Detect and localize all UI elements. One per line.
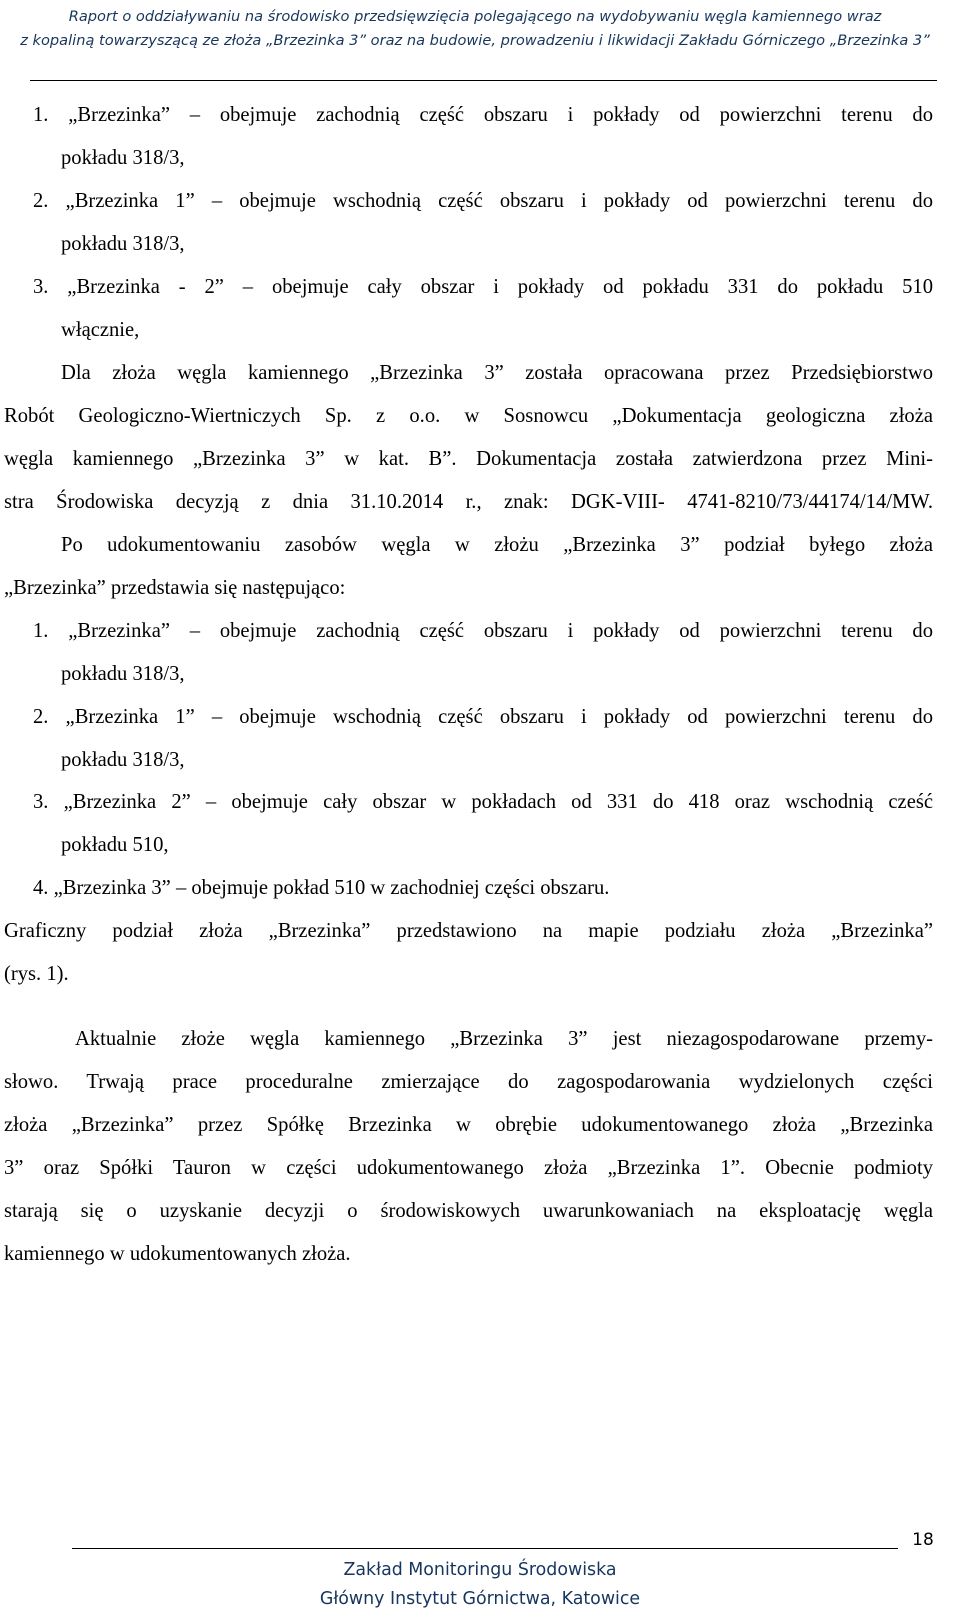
text-line: pokładu 318/3, (61, 749, 185, 771)
text-line: Robót Geologiczno-Wiertniczych Sp. z o.o. w Sosnowcu „Dokumentacja geologiczna złoża (4, 405, 933, 427)
text-line: 1. „Brzezinka” – obejmuje zachodnią część obszaru i pokłady od powierzchni terenu do (33, 620, 933, 642)
text-line: 4. „Brzezinka 3” – obejmuje pokład 510 w zachodniej części obszaru. (33, 877, 610, 899)
text-line: stra Środowiska decyzją z dnia 31.10.2014 r., znak: DGK-VIII- 4741-8210/73/44174/14/MW. (4, 491, 933, 513)
text-line: 2. „Brzezinka 1” – obejmuje wschodnią część obszaru i pokłady od powierzchni terenu do (33, 190, 933, 212)
footer-rule (72, 1548, 898, 1549)
text-line: pokładu 510, (61, 834, 169, 856)
text-line: „Brzezinka” przedstawia się następująco: (4, 577, 346, 599)
footer-line-2: Główny Instytut Górnictwa, Katowice (319, 1589, 641, 1609)
text-line: 3” oraz Spółki Tauron w części udokumentowanego złoża „Brzezinka 1”. Obecnie podmioty (4, 1157, 933, 1179)
page-header (0, 0, 950, 53)
text-line: Aktualnie złoże węgla kamiennego „Brzezinka 3” jest niezagospodarowane przemy- (75, 1028, 933, 1050)
text-line: słowo. Trwają prace proceduralne zmierzające do zagospodarowania wydzielonych części (4, 1071, 933, 1093)
text-line: pokładu 318/3, (61, 147, 185, 169)
text-line: włącznie, (61, 319, 140, 341)
text-line: kamiennego w udokumentowanych złoża. (4, 1243, 351, 1265)
header-line-1: Raport o oddziaływaniu na środowisko przedsięwzięcia polegającego na wydobywaniu węgla kamiennego wraz (68, 8, 882, 25)
header-rule (30, 80, 937, 81)
text-line: węgla kamiennego „Brzezinka 3” w kat. B”. Dokumentacja została zatwierdzona przez Mini- (4, 448, 933, 470)
page-number: 18 (912, 1530, 934, 1550)
footer-line-1: Zakład Monitoringu Środowiska (343, 1560, 617, 1580)
text-line: pokładu 318/3, (61, 663, 185, 685)
text-line: 3. „Brzezinka 2” – obejmuje cały obszar w pokładach od 331 do 418 oraz wschodnią cześć (33, 791, 933, 813)
header-line-2: z kopaliną towarzyszącą ze złoża „Brzezinka 3” oraz na budowie, prowadzeniu i likwidacji Zakładu Górniczego „Brzezinka 3” (20, 32, 930, 49)
text-line: 3. „Brzezinka - 2” – obejmuje cały obszar i pokłady od pokładu 331 do pokładu 510 (33, 276, 933, 298)
text-line: Graficzny podział złoża „Brzezinka” przedstawiono na mapie podziału złoża „Brzezinka” (4, 920, 933, 942)
text-line: pokładu 318/3, (61, 233, 185, 255)
page-footer (0, 1556, 960, 1614)
text-line: 1. „Brzezinka” – obejmuje zachodnią część obszaru i pokłady od powierzchni terenu do (33, 104, 933, 126)
text-line: Dla złoża węgla kamiennego „Brzezinka 3” została opracowana przez Przedsiębiorstwo (61, 362, 933, 384)
text-line: złoża „Brzezinka” przez Spółkę Brzezinka w obrębie udokumentowanego złoża „Brzezinka (4, 1114, 933, 1136)
text-line: 2. „Brzezinka 1” – obejmuje wschodnią część obszaru i pokłady od powierzchni terenu do (33, 706, 933, 728)
text-line: (rys. 1). (4, 963, 69, 985)
text-line: starają się o uzyskanie decyzji o środowiskowych uwarunkowaniach na eksploatację węgla (4, 1200, 933, 1222)
text-line: Po udokumentowaniu zasobów węgla w złożu „Brzezinka 3” podział byłego złoża (61, 534, 933, 556)
